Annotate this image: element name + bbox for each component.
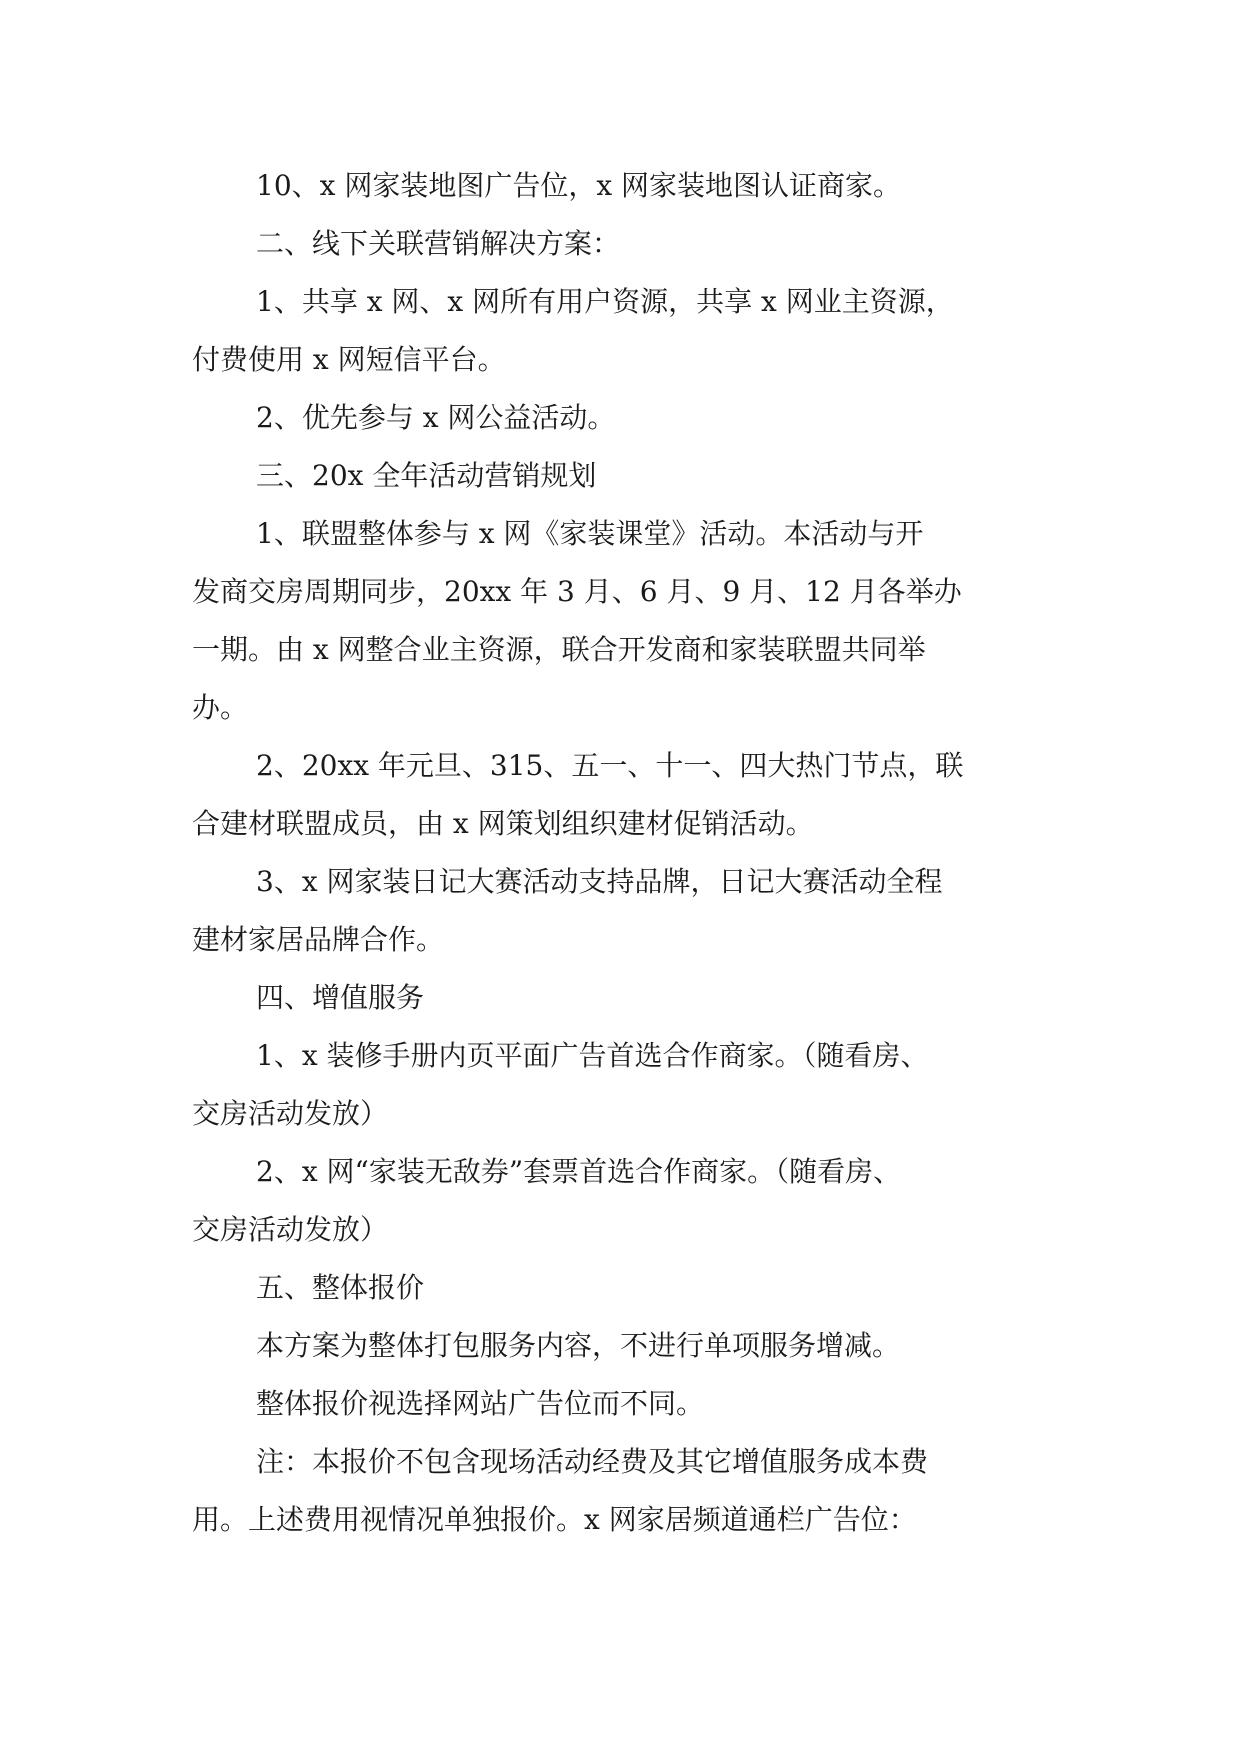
paragraph-line: 3、x 网家装日记大赛活动支持品牌，日记大赛活动全程 <box>256 865 943 898</box>
paragraph-line: 10、x 网家装地图广告位，x 网家装地图认证商家。 <box>256 169 902 202</box>
section-heading: 四、增值服务 <box>256 981 425 1014</box>
paragraph-line: 建材家居品牌合作。 <box>192 923 445 956</box>
paragraph-line: 1、x 装修手册内页平面广告首选合作商家。（随看房、 <box>256 1039 929 1072</box>
paragraph-line: 交房活动发放） <box>192 1213 389 1246</box>
paragraph-line: 一期。由 x 网整合业主资源，联合开发商和家装联盟共同举 <box>192 633 926 666</box>
paragraph-line: 用。上述费用视情况单独报价。x 网家居频道通栏广告位： <box>192 1503 917 1536</box>
paragraph-line: 注：本报价不包含现场活动经费及其它增值服务成本费 <box>256 1445 929 1478</box>
paragraph-line: 整体报价视选择网站广告位而不同。 <box>256 1387 705 1420</box>
paragraph-line: 2、优先参与 x 网公益活动。 <box>256 401 616 434</box>
paragraph-line: 办。 <box>192 691 249 724</box>
section-heading: 五、整体报价 <box>256 1271 425 1304</box>
paragraph-line: 1、联盟整体参与 x 网《家装课堂》活动。本活动与开 <box>256 517 924 550</box>
paragraph-line: 付费使用 x 网短信平台。 <box>192 343 506 376</box>
paragraph-line: 交房活动发放） <box>192 1097 389 1130</box>
paragraph-line: 2、20xx 年元旦、315、五一、十一、四大热门节点，联 <box>256 749 964 782</box>
paragraph-line: 1、共享 x 网、x 网所有用户资源，共享 x 网业主资源， <box>256 285 954 318</box>
paragraph-line: 发商交房周期同步，20xx 年 3 月、6 月、9 月、12 月各举办 <box>192 575 962 608</box>
paragraph-line: 合建材联盟成员，由 x 网策划组织建材促销活动。 <box>192 807 814 840</box>
paragraph-line: 本方案为整体打包服务内容，不进行单项服务增减。 <box>256 1329 901 1362</box>
section-heading: 三、20x 全年活动营销规划 <box>256 459 597 492</box>
section-heading: 二、线下关联营销解决方案： <box>256 227 621 260</box>
paragraph-line: 2、x 网“家装无敌券”套票首选合作商家。（随看房、 <box>256 1155 902 1188</box>
